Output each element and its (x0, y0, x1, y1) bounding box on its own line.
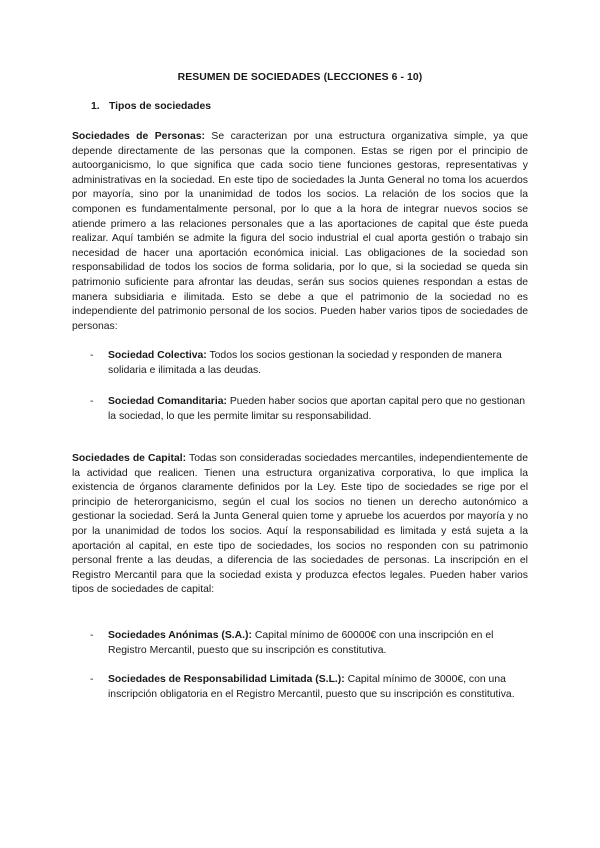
section-number: 1. (91, 101, 100, 112)
list-bullet: - (90, 674, 94, 685)
list-item-sociedades-anonimas (90, 629, 530, 658)
list-item-text: Capital mínimo de 3000€, con una inscripción obligatoria en el Registro Mercantil, puesto que su inscripción es constitutiva. (108, 674, 515, 700)
list-item-text: Todos los socios gestionan la sociedad y responden de manera solidaria e ilimitada a las deudas. (108, 350, 502, 376)
list-bullet: - (90, 630, 94, 641)
personas-text: Se caracterizan por una estructura organizativa simple, ya que depende directamente de las personas que la componen. Estas se rigen por el principio de autoorganicismo, lo que significa que cada socio tiene funciones gestoras, representativas y administrativas en la sociedad. En este tipo de sociedades la Junta General no toma los acuerdos por mayoría, sino por la unanimidad de todos los socios. La relación de los socios que la componen es fundamentalmente personal, por lo que a la hora de integrar nuevos socios se atiende primero a las relaciones personales que a las aportaciones de capital que éste pueda realizar. Aquí también se admite la figura del socio industrial el cual aporta gestión o trabajo sin necesidad de hacer una aportación económica inicial. Las obligaciones de la sociedad son responsabilidad de todos los socios de forma solidaria, por lo que, si la sociedad se queda sin patrimonio suficiente para afrontar las deudas, serán sus socios quienes respondan a estas de manera subsidiaria e ilimitada. Esto se debe a que el patrimonio de la sociedad no es independiente del patrimonio personal de los socios. Pueden haber varios tipos de sociedades de personas: (72, 131, 528, 332)
capital-paragraph (72, 452, 528, 598)
personas-label: Sociedades de Personas: (72, 131, 205, 142)
list-item-text: Capital mínimo de 60000€ con una inscripción en el Registro Mercantil, puesto que su inscripción es constitutiva. (108, 630, 494, 656)
section-heading (91, 101, 211, 112)
section-heading-text: Tipos de sociedades (109, 101, 212, 112)
list-item-label: Sociedades de Responsabilidad Limitada (S.L.): (108, 674, 345, 685)
capital-text: Todas son consideradas sociedades mercantiles, independientemente de la actividad que realicen. Tienen una estructura organizativa corporativa, lo que implica la existencia de órganos claramente definidos por la Ley. Este tipo de sociedades se rige por el principio de heterorganicismo, según el cual los socios no tienen un derecho autonómico a gestionar la sociedad. Será la Junta General quien tome y apruebe los acuerdos por mayoría y no por la unanimidad de todos los socios. Aquí la responsabilidad es limitada y está sujeta a la aportación al capital, en este tipo de sociedades, los socios no responden con su patrimonio personal frente a las deudas, a diferencia de las sociedades de personas. La inscripción en el Registro Mercantil para que la sociedad exista y produzca efectos legales. Pueden haber varios tipos de sociedades de capital: (72, 453, 528, 596)
list-item-text: Pueden haber socios que aportan capital pero que no gestionan la sociedad, lo que les permite limitar su responsabilidad. (108, 396, 526, 422)
capital-label: Sociedades de Capital: (72, 453, 187, 464)
personas-paragraph (72, 130, 528, 334)
list-item-label: Sociedad Colectiva: (108, 350, 207, 361)
list-item-sociedades-responsabilidad-limitada (90, 673, 530, 702)
list-item-label: Sociedades Anónimas (S.A.): (108, 630, 252, 641)
list-item-sociedad-comanditaria (90, 395, 530, 424)
document-title: RESUMEN DE SOCIEDADES (LECCIONES 6 - 10) (177, 72, 423, 83)
list-item-sociedad-colectiva (90, 349, 530, 378)
list-item-label: Sociedad Comanditaria: (108, 396, 227, 407)
list-bullet: - (90, 350, 94, 361)
list-bullet: - (90, 396, 94, 407)
